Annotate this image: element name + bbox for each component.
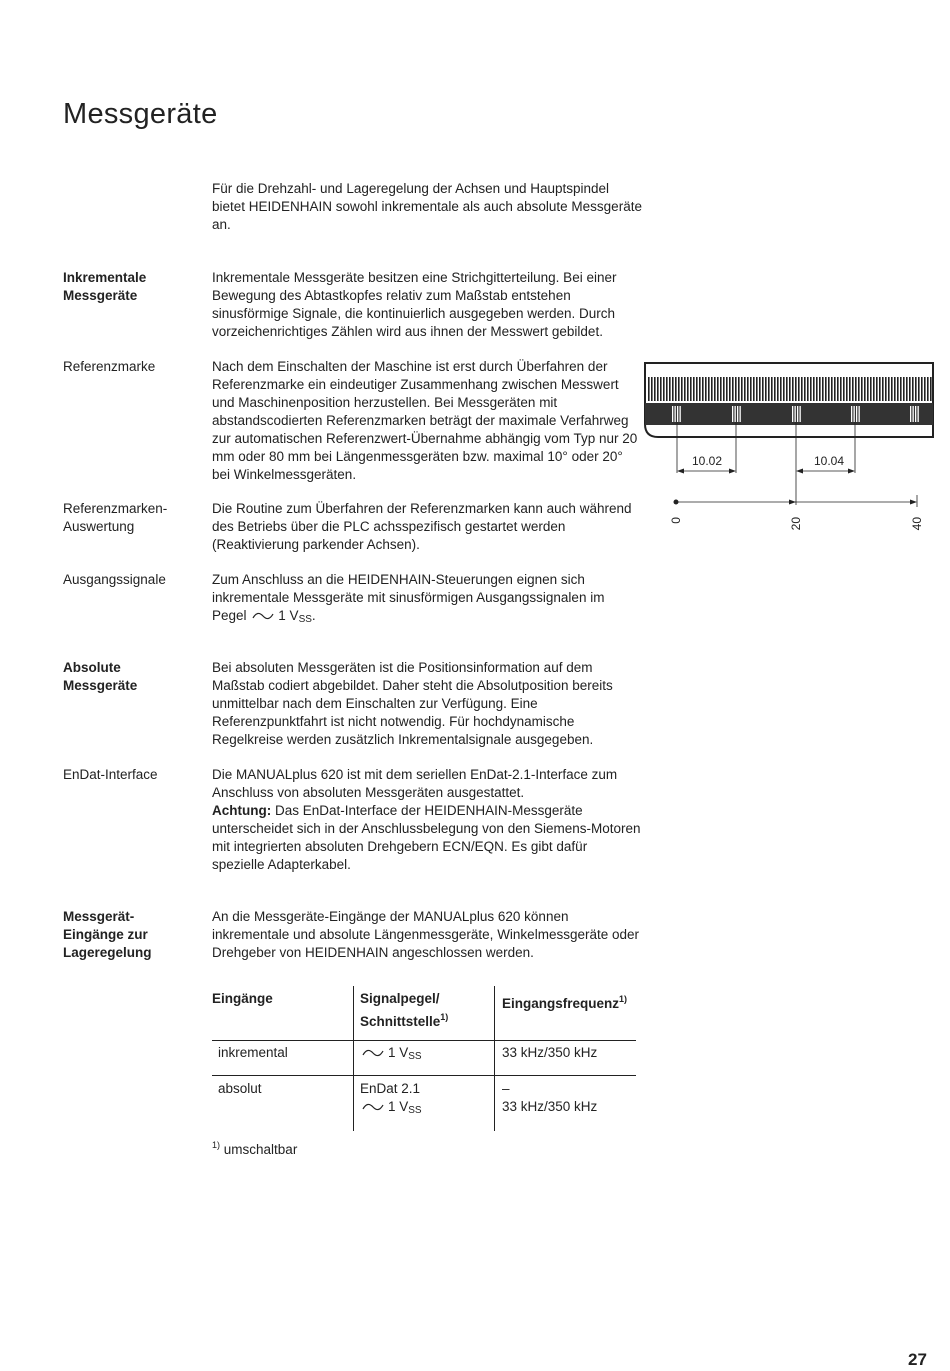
grating-line (900, 377, 902, 401)
sine-wave-icon (362, 1048, 384, 1058)
grating-line (720, 377, 722, 401)
grating-line (825, 377, 827, 401)
auswertung-label-line2: Auswertung (63, 519, 135, 534)
grating-line (729, 377, 731, 401)
eingaenge-label-line2: Eingänge zur (63, 927, 148, 942)
grating-line (693, 377, 695, 401)
table-header-rule (212, 1040, 636, 1041)
grating-line (828, 377, 830, 401)
ausgang-sub: SS (298, 614, 312, 625)
reference-mark-line (859, 406, 860, 422)
table-header-inputs: Eingänge (212, 991, 273, 1006)
table-divider (353, 986, 354, 1131)
grating-line (798, 377, 800, 401)
grating-line (906, 377, 908, 401)
auswertung-label-line1: Referenzmarken- (63, 501, 168, 516)
grating-line (795, 377, 797, 401)
grating-line (789, 377, 791, 401)
ausgang-text: Zum Anschluss an die HEIDENHAIN-Steuerungen eignen sich inkrementale Messgeräte mit sinusförmigen Ausgangssignalen im Pegel (212, 572, 605, 623)
table-header-signal-line2: Schnittstelle (360, 1014, 441, 1029)
grating-line (930, 377, 932, 401)
grating-line (657, 377, 659, 401)
table-header-signal (360, 990, 448, 1031)
reference-mark-line (672, 406, 673, 422)
grating-line (708, 377, 710, 401)
absolute-label-line1: Absolute (63, 660, 121, 675)
table-cell-frequency: 33 kHz/350 kHz (502, 1045, 598, 1060)
reference-mark-line (918, 406, 919, 422)
ausgang-value: 1 V (278, 608, 299, 623)
footnote-text: umschaltbar (223, 1142, 298, 1157)
grating-line (675, 377, 677, 401)
grating-line (696, 377, 698, 401)
grating-line (840, 377, 842, 401)
reference-mark-line (677, 406, 678, 422)
ausgang-end: . (311, 608, 316, 623)
reference-mark-line (854, 406, 855, 422)
grating-line (816, 377, 818, 401)
scale-grating (648, 377, 932, 401)
reference-mark-line (680, 406, 681, 422)
arrow-icon (677, 469, 684, 474)
ausgang-label: Ausgangssignale (63, 572, 166, 587)
grating-line (861, 377, 863, 401)
reference-mark-line (792, 406, 793, 422)
grating-line (759, 377, 761, 401)
grating-line (909, 377, 911, 401)
grating-line (768, 377, 770, 401)
grating-line (705, 377, 707, 401)
grating-line (864, 377, 866, 401)
arrow-icon (796, 469, 803, 474)
reference-mark-line (915, 406, 916, 422)
endat-text: Die MANUALplus 620 ist mit dem seriellen EnDat-2.1-Interface zum Anschluss von absoluten Messgeräten ausgestattet. (212, 767, 618, 800)
absolute-label-line2: Messgeräte (63, 678, 138, 693)
inkrementale-label: Inkrementale Messgeräte (63, 270, 147, 303)
grating-line (897, 377, 899, 401)
eingaenge-label-line3: Lageregelung (63, 945, 152, 960)
reference-mark-line (737, 406, 738, 422)
grating-line (792, 377, 794, 401)
table-header-frequency-sup: 1) (619, 994, 628, 1004)
grating-line (756, 377, 758, 401)
grating-line (738, 377, 740, 401)
grating-line (819, 377, 821, 401)
absolute-label (63, 659, 203, 695)
reference-mark-line (795, 406, 796, 422)
grating-line (846, 377, 848, 401)
grating-line (885, 377, 887, 401)
grating-line (711, 377, 713, 401)
axis-label-40: 40 (910, 517, 924, 531)
grating-line (717, 377, 719, 401)
grating-line (858, 377, 860, 401)
grating-line (747, 377, 749, 401)
table-header-frequency (502, 990, 627, 1013)
arrow-icon (848, 469, 855, 474)
reference-mark-line (797, 406, 798, 422)
grating-line (765, 377, 767, 401)
sine-wave-icon (362, 1102, 384, 1112)
intro-paragraph: Für die Drehzahl- und Lageregelung der Achsen und Hauptspindel bietet HEIDENHAIN sowohl inkrementale als auch absolute Messgeräte an. (212, 181, 642, 232)
grating-line (681, 377, 683, 401)
grating-line (870, 377, 872, 401)
endat-paragraph (212, 766, 642, 874)
table-header-signal-sup: 1) (440, 1012, 449, 1022)
reference-track (645, 403, 933, 425)
reference-mark-line (740, 406, 741, 422)
grating-line (852, 377, 854, 401)
table-cell-signal-value: 1 V (388, 1099, 409, 1114)
footnote-mark: 1) (212, 1140, 221, 1150)
grating-line (921, 377, 923, 401)
table-cell-signal-line1: EnDat 2.1 (360, 1081, 421, 1096)
grating-line (699, 377, 701, 401)
grating-line (822, 377, 824, 401)
referenzmarke-paragraph: Nach dem Einschalten der Maschine ist erst durch Überfahren der Referenzmarke ein eindeutiger Zusammenhang zwischen Messwert und Maschinenposition herzustellen. Bei Messgeräten mit abstandscodierten Referenzmarken beträgt der maximale Verfahrweg zur automatischen Referenzwert-Übernahme abhängig vom Typ nur 20 mm oder 80 mm bei Längenmessgeräten bzw. maximal 10° oder 20° bei Winkelmessgeräten. (212, 359, 638, 482)
page-title: Messgeräte (63, 98, 218, 130)
reference-mark-line (675, 406, 676, 422)
grating-line (867, 377, 869, 401)
grating-line (810, 377, 812, 401)
reference-mark-line (732, 406, 733, 422)
endat-label: EnDat-Interface (63, 767, 158, 782)
grating-line (726, 377, 728, 401)
grating-line (690, 377, 692, 401)
endat-achtung-text: Das EnDat-Interface der HEIDENHAIN-Messgeräte unterscheidet sich in der Anschlussbelegung von den Siemens-Motoren mit integrierten absoluten Drehgebern ECN/EQN. Es gibt dafür spezielle Adapterkabel. (212, 803, 641, 872)
grating-line (660, 377, 662, 401)
grating-line (753, 377, 755, 401)
grating-line (915, 377, 917, 401)
table-cell-frequency-line2: 33 kHz/350 kHz (502, 1099, 598, 1114)
grating-line (654, 377, 656, 401)
grating-line (807, 377, 809, 401)
grating-line (684, 377, 686, 401)
reference-mark-line (851, 406, 852, 422)
endat-achtung: Achtung: (212, 803, 272, 818)
table-header-frequency-text: Eingangsfrequenz (502, 996, 620, 1011)
auswertung-paragraph: Die Routine zum Überfahren der Referenzmarken kann auch während des Betriebs über die PLC achsspezifisch gestartet werden (Reaktivierung parkender Achsen). (212, 501, 632, 552)
grating-line (678, 377, 680, 401)
table-cell-signal-sub: SS (408, 1105, 422, 1116)
table-cell-frequency-line1: – (502, 1081, 510, 1096)
table-cell-signal-value: 1 V (388, 1045, 409, 1060)
reference-mark-line (910, 406, 911, 422)
table-cell-input: inkremental (218, 1045, 288, 1060)
grating-line (918, 377, 920, 401)
grating-line (837, 377, 839, 401)
sine-wave-icon (252, 611, 274, 621)
inkrementale-paragraph: Inkrementale Messgeräte besitzen eine Strichgitterteilung. Bei einer Bewegung des Abtastkopfes relativ zum Maßstab entstehen sinusförmige Signale, die kontinuierlich ausgegeben werden. Durch vorzeichenrichtiges Zählen wird aus ihnen der Messwert gebildet. (212, 270, 617, 339)
grating-line (783, 377, 785, 401)
grating-line (687, 377, 689, 401)
reference-mark-line (800, 406, 801, 422)
grating-line (855, 377, 857, 401)
grating-line (903, 377, 905, 401)
page-number: 27 (908, 1350, 927, 1369)
grating-line (663, 377, 665, 401)
grating-line (672, 377, 674, 401)
grating-line (873, 377, 875, 401)
grating-line (876, 377, 878, 401)
reference-mark-line (735, 406, 736, 422)
table-cell-signal-sub: SS (408, 1051, 422, 1062)
grating-line (750, 377, 752, 401)
inputs-table (212, 986, 636, 1131)
reference-mark-line (913, 406, 914, 422)
reference-mark-scale-figure (640, 355, 940, 535)
grating-line (801, 377, 803, 401)
table-cell-frequency (502, 1080, 597, 1116)
eingaenge-label-line1: Messgerät- (63, 909, 135, 924)
grating-line (714, 377, 716, 401)
grating-line (927, 377, 929, 401)
arrow-icon (789, 500, 796, 505)
table-cell-signal (360, 1080, 422, 1120)
dim-label-left: 10.02 (691, 454, 723, 468)
grating-line (786, 377, 788, 401)
grating-line (831, 377, 833, 401)
grating-line (912, 377, 914, 401)
grating-line (651, 377, 653, 401)
grating-line (774, 377, 776, 401)
table-divider (494, 986, 495, 1131)
arrow-icon (910, 500, 917, 505)
grating-line (771, 377, 773, 401)
referenzmarke-label: Referenzmarke (63, 359, 156, 374)
table-row-rule (212, 1075, 636, 1076)
grating-line (741, 377, 743, 401)
grating-line (735, 377, 737, 401)
dim-label-right: 10.04 (813, 454, 845, 468)
axis-label-0: 0 (669, 517, 683, 524)
grating-line (723, 377, 725, 401)
grating-line (894, 377, 896, 401)
grating-line (762, 377, 764, 401)
grating-line (732, 377, 734, 401)
grating-line (879, 377, 881, 401)
table-header-signal-line1: Signalpegel/ (360, 991, 440, 1006)
eingaenge-paragraph: An die Messgeräte-Eingänge der MANUALplus 620 können inkrementale und absolute Längenmessgeräte, Winkelmessgeräte oder Drehgeber von HEIDENHAIN angeschlossen werden. (212, 909, 639, 960)
auswertung-label (63, 500, 203, 536)
grating-line (813, 377, 815, 401)
grating-line (666, 377, 668, 401)
grating-line (834, 377, 836, 401)
grating-line (882, 377, 884, 401)
absolute-paragraph: Bei absoluten Messgeräten ist die Positionsinformation auf dem Maßstab codiert abgebildet. Daher steht die Absolutposition bereits unmittelbar nach dem Einschalten zur Verfügung. Eine Referenzpunktfahrt ist nicht notwendig. Für hochdynamische Regelkreise werden zusätzlich Inkrementalsignale ausgegeben. (212, 660, 613, 747)
grating-line (891, 377, 893, 401)
grating-line (702, 377, 704, 401)
grating-line (888, 377, 890, 401)
grating-line (804, 377, 806, 401)
table-footnote (212, 1140, 297, 1157)
table-cell-signal (360, 1044, 422, 1066)
eingaenge-label (63, 908, 203, 962)
table-cell-input: absolut (218, 1081, 262, 1096)
grating-line (843, 377, 845, 401)
axis-label-20: 20 (789, 517, 803, 531)
grating-line (669, 377, 671, 401)
reference-mark-line (856, 406, 857, 422)
grating-line (744, 377, 746, 401)
arrow-icon (729, 469, 736, 474)
grating-line (780, 377, 782, 401)
grating-line (849, 377, 851, 401)
ausgang-paragraph (212, 571, 642, 629)
grating-line (777, 377, 779, 401)
grating-line (924, 377, 926, 401)
grating-line (648, 377, 650, 401)
